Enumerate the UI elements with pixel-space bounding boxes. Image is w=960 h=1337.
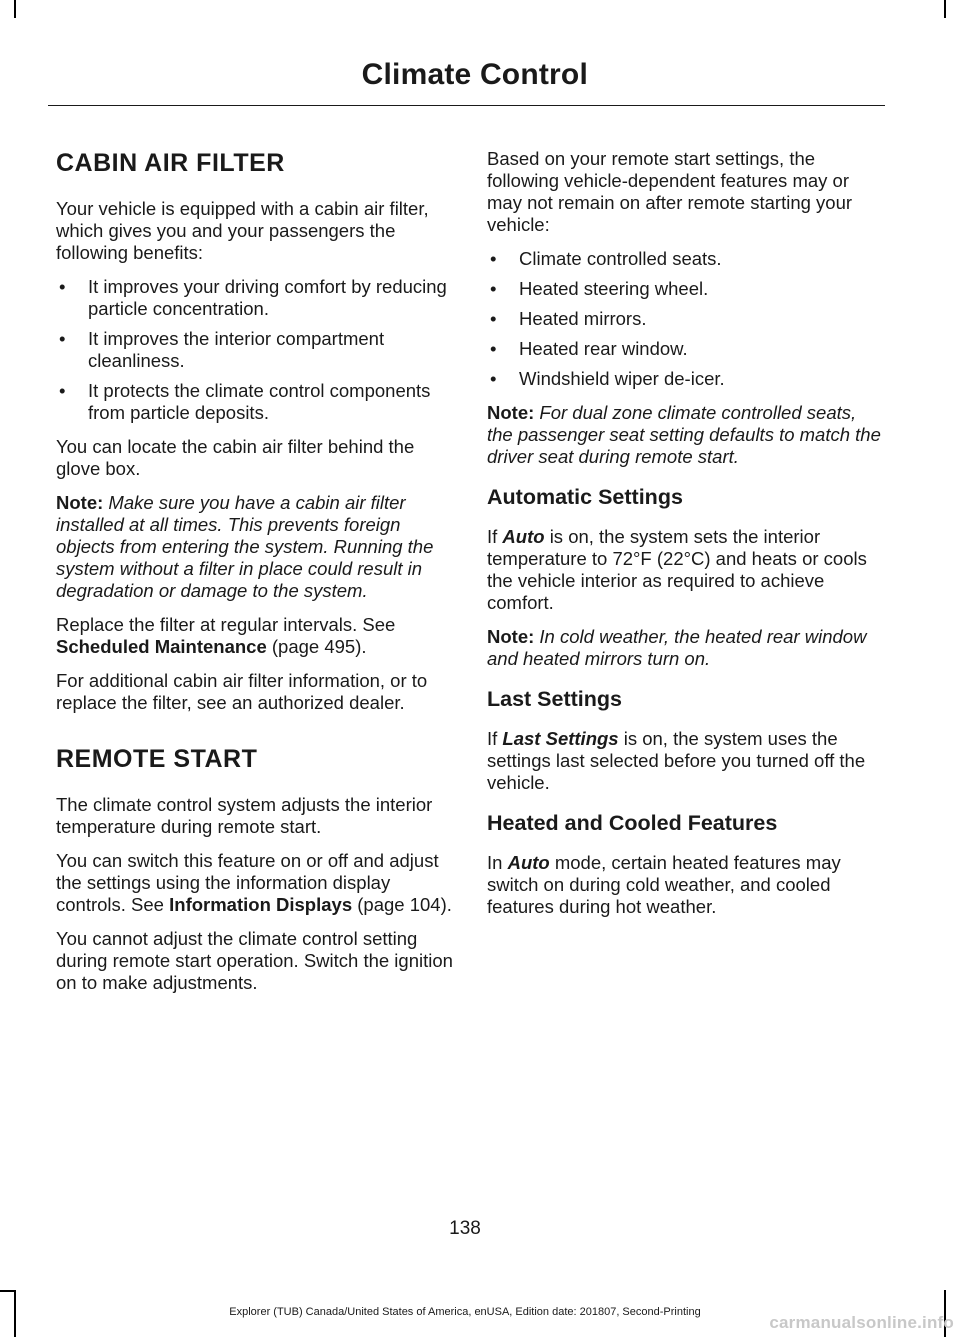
remote-start-heading: REMOTE START [56,745,258,773]
note-text: In cold weather, the heated rear window and heated mirrors turn on. [487,626,867,669]
list-item: • Climate controlled seats. [490,248,722,269]
heated-cooled-features-heading: Heated and Cooled Features [487,811,778,835]
left-column [56,140,456,1006]
header-divider [48,105,885,106]
automatic-settings-heading: Automatic Settings [487,485,683,509]
list-item: • It improves the interior compartment cleanliness. [59,328,385,371]
dual-zone-note [487,402,882,468]
page-number: 138 [449,1218,481,1239]
remote-features-list [487,248,882,390]
automatic-settings-paragraph: If Auto is on, the system sets the interior temperature to 72°F (22°C) and heats or cools the vehicle interior as required to achieve comfort. [487,526,867,613]
information-displays-link[interactable]: Information Displays [169,894,353,915]
heated-cooled-paragraph: In Auto mode, certain heated features may switch on during cold weather, and cooled features during hot weather. [487,852,841,917]
right-column [487,148,882,930]
crop-mark-top-left-v [14,0,16,18]
note-label: Note: [56,492,104,513]
scheduled-maintenance-link[interactable]: Scheduled Maintenance [56,636,267,657]
list-item: • Windshield wiper de-icer. [490,368,725,389]
page-header-title: Climate Control [361,58,588,91]
note-label: Note: [487,626,535,647]
cabin-benefits-list [56,276,456,424]
remote-features-intro: Based on your remote start settings, the following vehicle-dependent features may or may not remain on after remote starting your vehicle: [487,148,853,235]
footer-edition-info: Explorer (TUB) Canada/United States of America, enUSA, Edition date: 201807, Second-Printing [229,1306,701,1318]
note-text: Make sure you have a cabin air filter installed at all times. This prevents foreign objects from entering the system. Running the system without a filter in place could result in degradation or damage to the system. [56,492,434,601]
auto-term: Auto [502,526,545,547]
cabin-note [56,492,456,602]
cabin-air-filter-heading: CABIN AIR FILTER [56,149,285,177]
list-item: • Heated rear window. [490,338,688,359]
list-item: • It protects the climate control components from particle deposits. [59,380,431,423]
cabin-locate-paragraph: You can locate the cabin air filter behind the glove box. [56,436,415,479]
cabin-additional-paragraph: For additional cabin air filter information, or to replace the filter, see an authorized dealer. [56,670,428,713]
remote-p1: The climate control system adjusts the interior temperature during remote start. [56,794,433,837]
last-settings-paragraph: If Last Settings is on, the system uses the settings last selected before you turned off the vehicle. [487,728,866,793]
watermark: carmanualsonline.info [769,1313,954,1332]
automatic-settings-note [487,626,882,670]
crop-mark-top-right-v [944,0,946,18]
cabin-replace-paragraph: Replace the filter at regular intervals. See Scheduled Maintenance (page 495). [56,614,396,657]
cabin-intro-paragraph: Your vehicle is equipped with a cabin air filter, which gives you and your passengers the following benefits: [56,198,429,263]
list-item: • Heated mirrors. [490,308,647,329]
auto-term: Auto [507,852,550,873]
last-settings-heading: Last Settings [487,687,622,711]
crop-mark-bottom-left-h [0,1290,16,1292]
remote-p2: You can switch this feature on or off and adjust the settings using the information display controls. See Information Displays (page 104). [56,850,452,915]
last-settings-term: Last Settings [502,728,619,749]
note-label: Note: [487,402,535,423]
remote-p3: You cannot adjust the climate control setting during remote start operation. Switch the ignition on to make adjustments. [56,928,453,993]
list-item: • Heated steering wheel. [490,278,709,299]
list-item: • It improves your driving comfort by reducing particle concentration. [59,276,447,319]
note-text: For dual zone climate controlled seats, the passenger seat setting defaults to match the driver seat during remote start. [487,402,881,467]
